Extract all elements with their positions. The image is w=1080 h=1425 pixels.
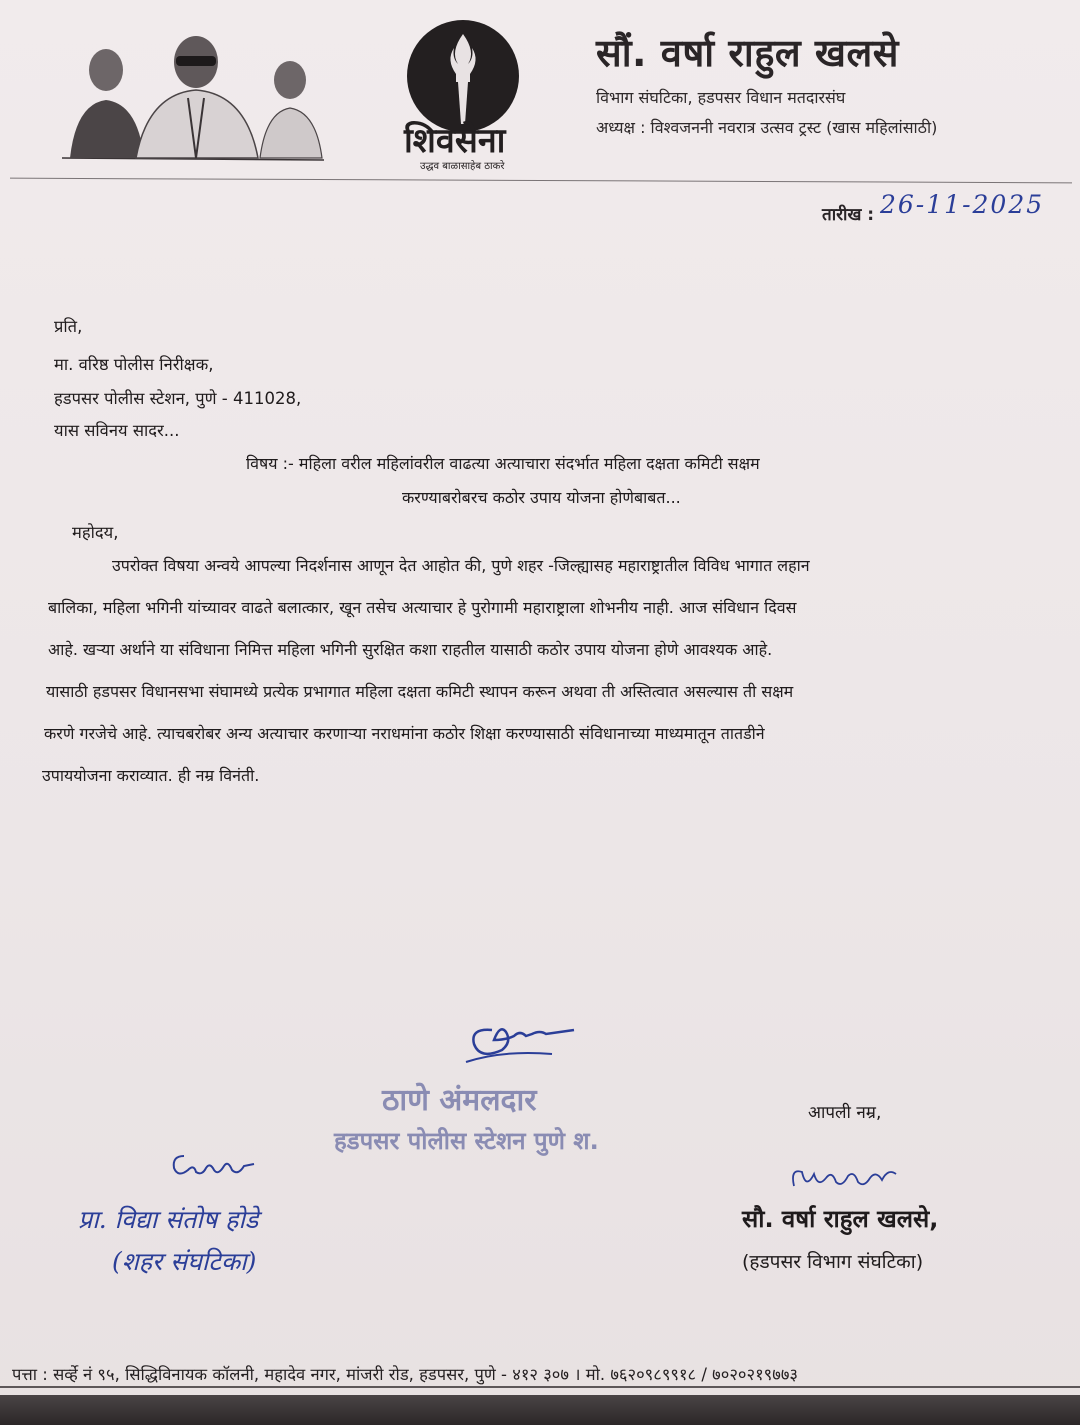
letterhead-role: अध्यक्ष : विश्वजननी नवरात्र उत्सव ट्रस्ट (खास महिलांसाठी)	[596, 118, 938, 137]
salutation: महोदय,	[72, 523, 119, 542]
letterhead-designation: विभाग संघटिका, हडपसर विधान मतदारसंघ	[596, 88, 846, 107]
addressee-line-4: यास सविनय सादर...	[54, 421, 180, 440]
addressee-line-3: हडपसर पोलीस स्टेशन, पुणे - 411028,	[54, 389, 302, 408]
stamp-line-1: ठाणे अंमलदार	[382, 1083, 537, 1118]
leaders-photo	[62, 20, 324, 162]
footer-rule	[0, 1386, 1080, 1388]
left-signatory-name: प्रा. विद्या संतोष होडे	[78, 1205, 259, 1234]
left-signatory-title: (शहर संघटिका)	[112, 1247, 257, 1276]
logo-subtext: उद्धव बाळासाहेब ठाकरे	[420, 161, 505, 172]
party-logo	[398, 18, 528, 178]
addressee-line-2: मा. वरिष्ठ पोलीस निरीक्षक,	[54, 355, 214, 374]
right-signature	[784, 1160, 904, 1196]
footer-band	[0, 1395, 1080, 1425]
body-line-4: यासाठी हडपसर विधानसभा संघामध्ये प्रत्येक प्रभागात महिला दक्षता कमिटी स्थापन करून अथवा ती अस्तित्वात असल्यास ती सक्षम	[46, 682, 794, 701]
header-divider	[10, 178, 1072, 184]
subject-line-2: करण्याबरोबरच कठोर उपाय योजना होणेबाबत...	[402, 488, 681, 507]
right-signatory-name: सौ. वर्षा राहुल खलसे,	[742, 1205, 939, 1233]
left-signature	[170, 1148, 260, 1182]
closing-text: आपली नम्र,	[808, 1103, 882, 1123]
logo-text: शिवसेना	[404, 121, 506, 161]
letterhead-name: सौं. वर्षा राहुल खलसे	[596, 31, 899, 75]
body-line-3: आहे. खऱ्या अर्थाने या संविधाना निमित्त महिला भगिनी सुरक्षित कशा राहतील यासाठी कठोर उपाय योजना होणे आवश्यक आहे.	[48, 640, 773, 659]
date-label: तारीख :	[822, 205, 875, 225]
body-line-5: करणे गरजेचे आहे. त्याचबरोबर अन्य अत्याचार करणाऱ्या नराधमांना कठोर शिक्षा करण्यासाठी संविधानाच्या माध्यमातून तातडीने	[44, 724, 765, 743]
subject-line-1: विषय :- महिला वरील महिलांवरील वाढत्या अत्याचारा संदर्भात महिला दक्षता कमिटी सक्षम	[246, 454, 760, 473]
body-line-2: बालिका, महिला भगिनी यांच्यावर वाढते बलात्कार, खून तसेच अत्याचार हे पुरोगामी महाराष्ट्राला शोभनीय नाही. आज संविधान दिवस	[48, 598, 797, 617]
body-line-6: उपाययोजना कराव्यात. ही नम्र विनंती.	[42, 766, 260, 785]
date-value: 26-11-2025	[880, 190, 1045, 219]
footer-address: पत्ता : सर्व्हे नं ९५, सिद्धिविनायक कॉलनी, महादेव नगर, मांजरी रोड, हडपसर, पुणे - ४१२ ३०७ । मो. ७६२०९८९९१८ / ७०२०२१९७७३	[12, 1365, 798, 1384]
body-line-1: उपरोक्त विषया अन्वये आपल्या निदर्शनास आणून देत आहोत की, पुणे शहर -जिल्ह्यासह महाराष्ट्रातील विविध भागात लहान	[112, 556, 810, 575]
right-signatory-title: (हडपसर विभाग संघटिका)	[742, 1251, 924, 1273]
addressee-line-1: प्रति,	[54, 317, 83, 336]
stamp-signature	[462, 1010, 582, 1070]
stamp-line-2: हडपसर पोलीस स्टेशन पुणे श.	[334, 1127, 599, 1155]
